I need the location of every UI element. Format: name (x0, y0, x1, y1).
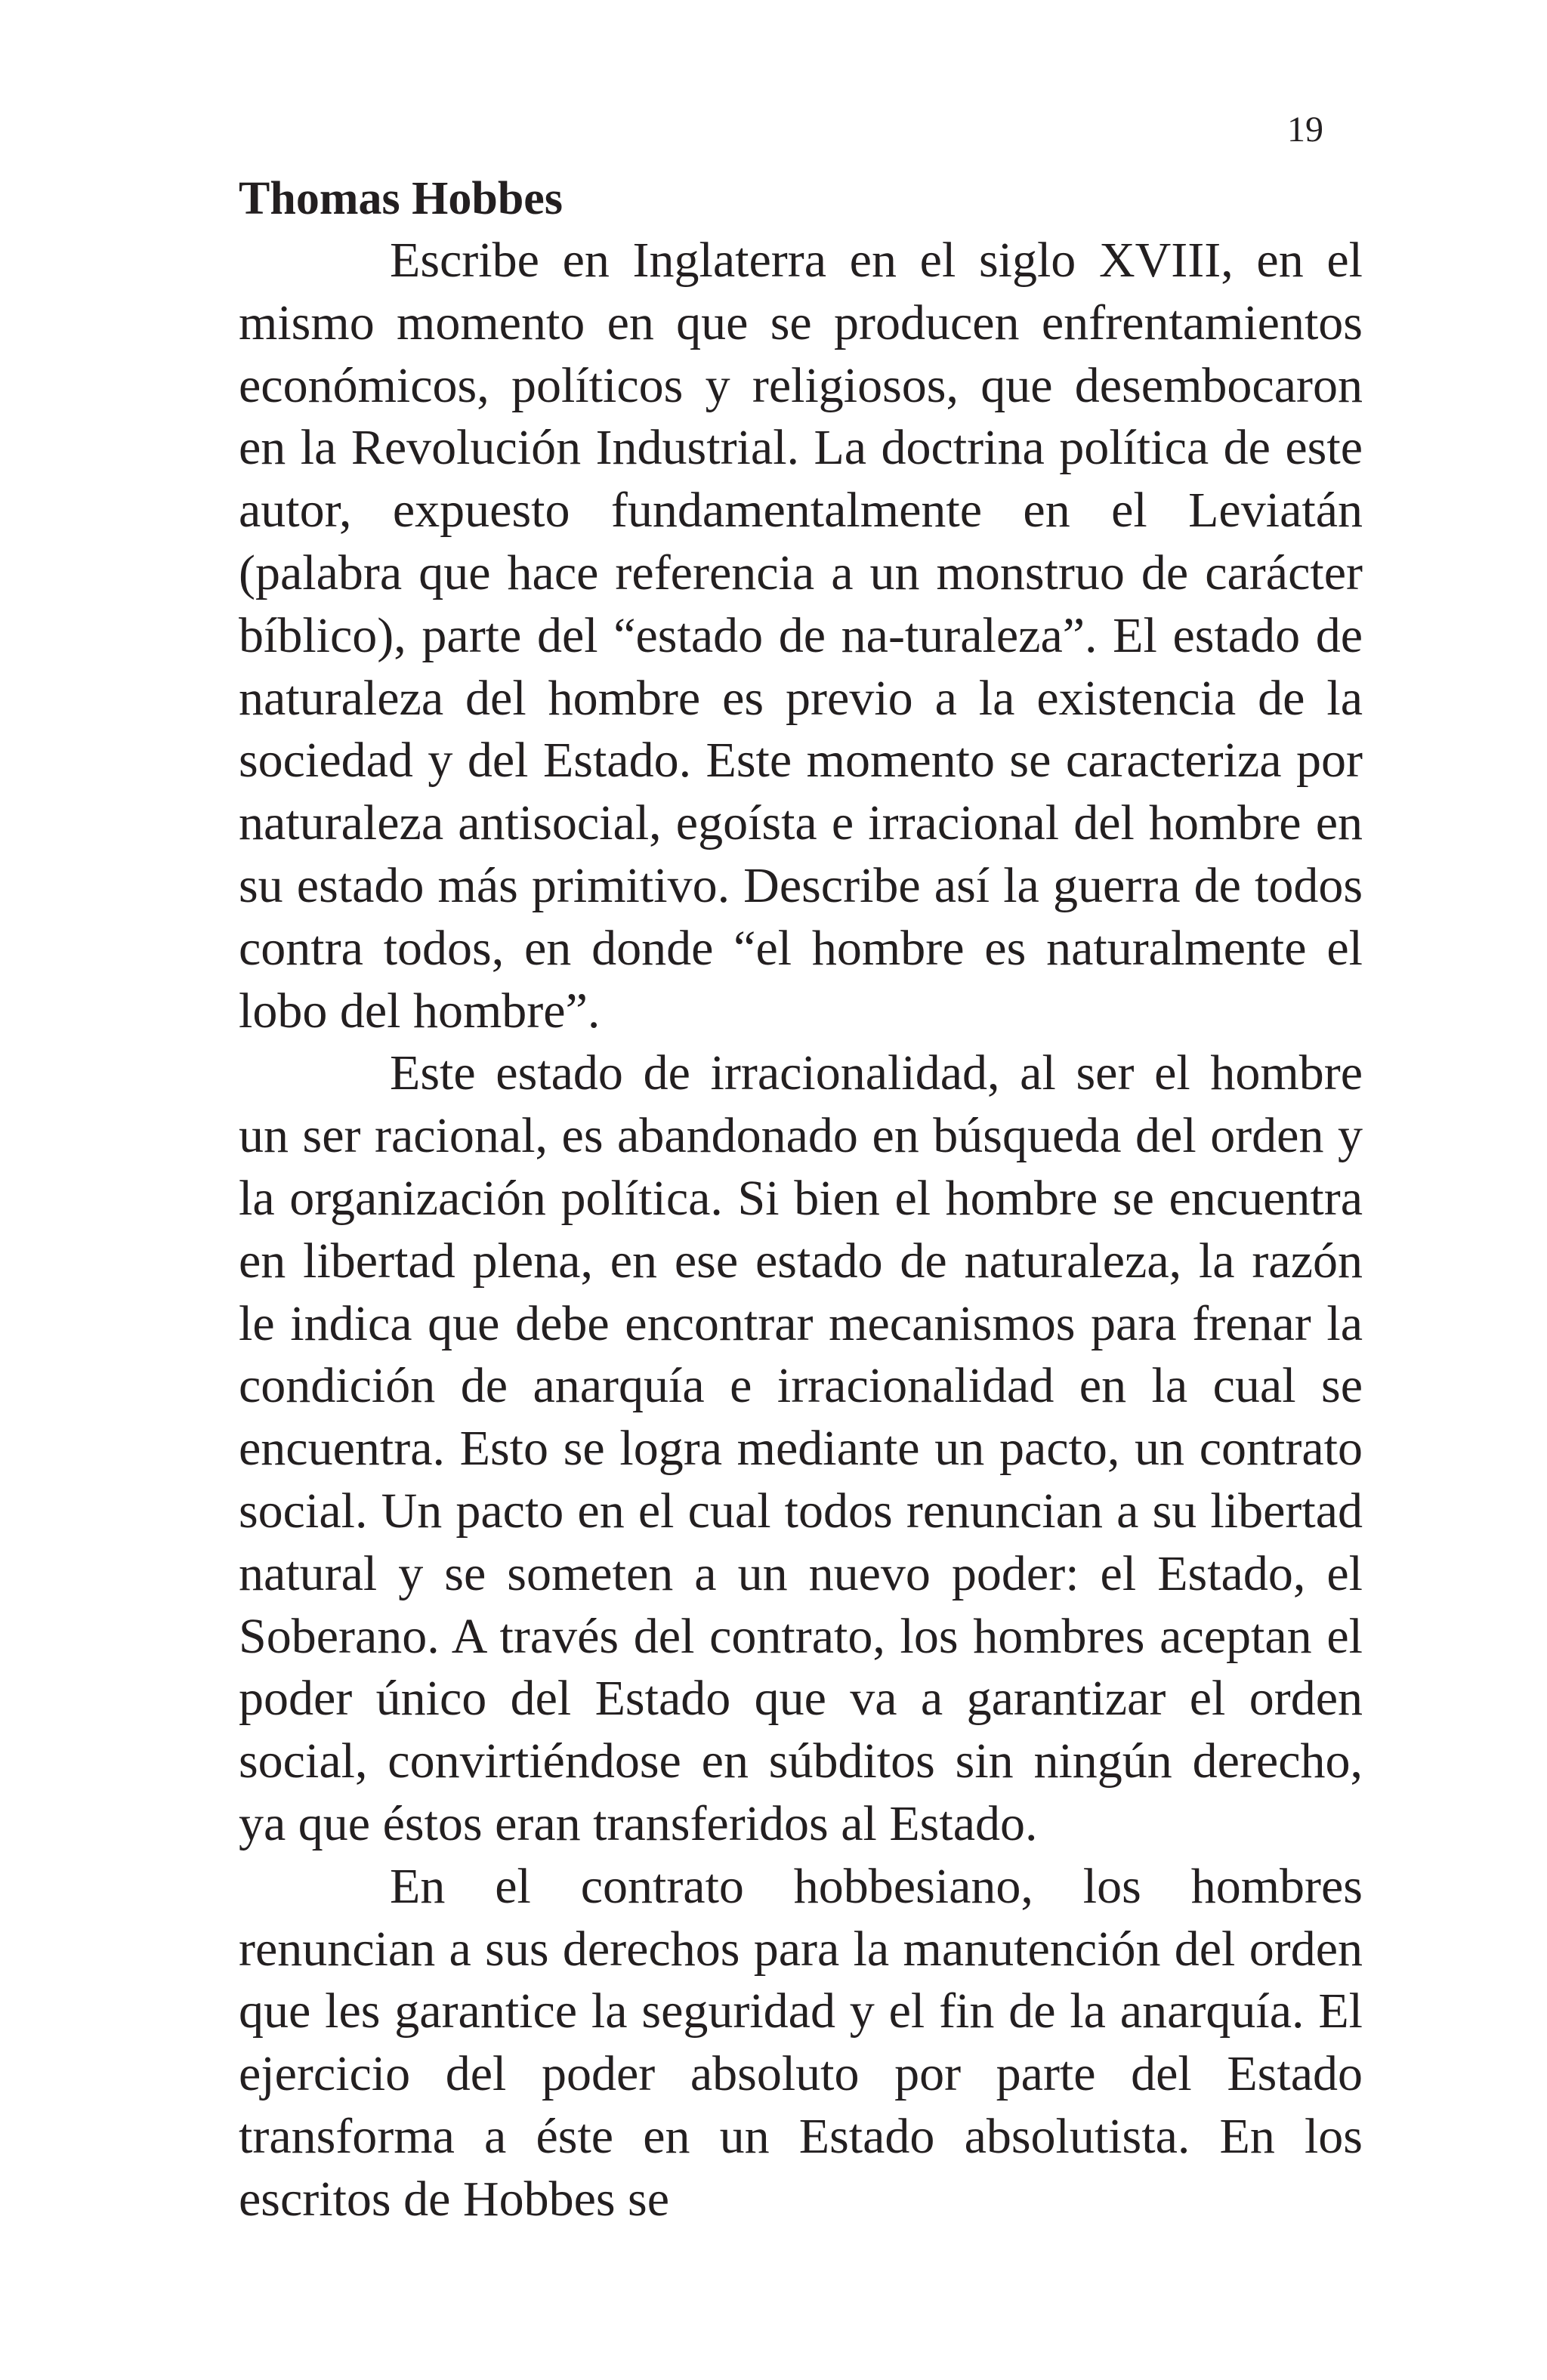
page-content (239, 168, 1363, 2231)
section-heading: Thomas Hobbes (239, 173, 563, 224)
page-number: 19 (1287, 110, 1323, 150)
paragraph-1: Escribe en Inglaterra en el siglo XVIII, en el mismo momento en que se producen enfrentamientos económicos, políticos y religiosos, que desembocaron en la Revolución Industrial. La doctrina política de este autor, expuesto fundamentalmente en el Leviatán (palabra que hace referencia a un monstruo de carácter bíblico), parte del “estado de na-turaleza”. El estado de naturaleza del hombre es previo a la existencia de la sociedad y del Estado. Este momento se caracteriza por naturaleza antisocial, egoísta e irracional del hombre en su estado más primitivo. Describe así la guerra de todos contra todos, en donde “el hombre es naturalmente el lobo del hombre”. (239, 233, 1363, 1039)
paragraph-3: En el contrato hobbesiano, los hombres renuncian a sus derechos para la manutención del orden que les garantice la seguridad y el fin de la anarquía. El ejercicio del poder absoluto por parte del Estado transforma a éste en un Estado absolutista. En los escritos de Hobbes se (239, 1858, 1363, 2227)
paragraph-2: Este estado de irracionalidad, al ser el hombre un ser racional, es abandonado en búsqueda del orden y la organización política. Si bien el hombre se encuentra en libertad plena, en ese estado de naturaleza, la razón le indica que debe encontrar mecanismos para frenar la condición de anarquía e irracionalidad en la cual se encuentra. Esto se logra mediante un pacto, un contrato social. Un pacto en el cual todos renuncian a su libertad natural y se someten a un nuevo poder: el Estado, el Soberano. A través del contrato, los hombres aceptan el poder único del Estado que va a garantizar el orden social, convirtiéndose en súbditos sin ningún derecho, ya que éstos eran transferidos al Estado. (239, 1045, 1363, 1851)
